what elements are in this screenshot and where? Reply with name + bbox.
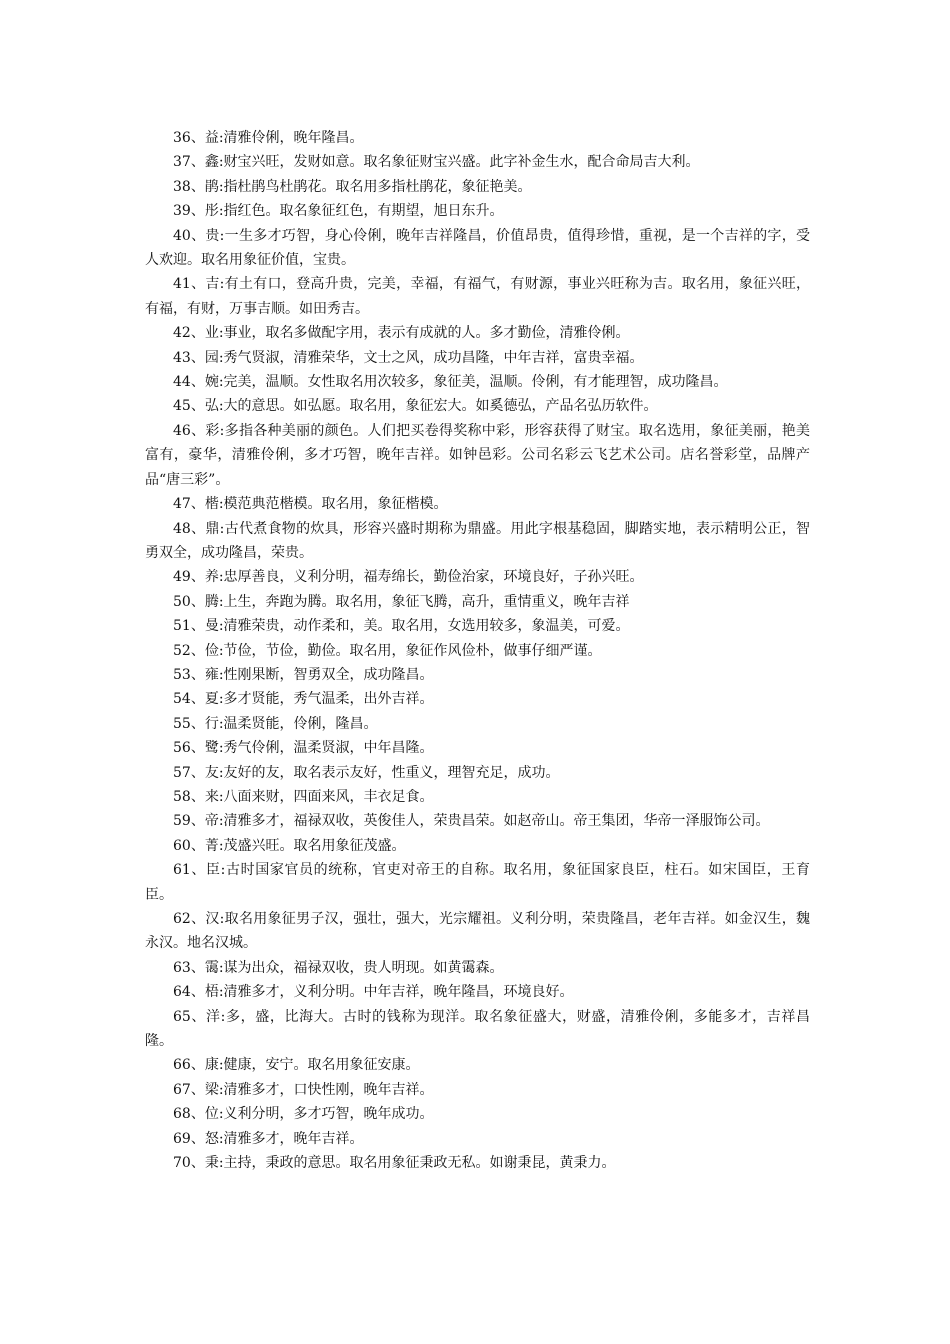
list-item: 60、菁:茂盛兴旺。取名用象征茂盛。 — [173, 837, 406, 854]
list-item: 68、位:义利分明，多才巧智，晚年成功。 — [173, 1106, 434, 1123]
list-item: 40、贵:一生多才巧智，身心伶俐，晚年吉祥隆昌，价值昂贵，值得珍惜，重视，是一个吉祥的字，受人欢迎。取名用象征价值，宝贵。 — [145, 227, 810, 269]
list-item: 42、业:事业，取名多做配字用，表示有成就的人。多才勤俭，清雅伶俐。 — [173, 325, 630, 342]
list-item: 64、梧:清雅多才，义利分明。中年吉祥，晚年隆昌，环境良好。 — [173, 984, 574, 1001]
list-item: 57、友:友好的友，取名表示友好，性重义，理智充足，成功。 — [173, 764, 560, 781]
list-item: 55、行:温柔贤能，伶俐，隆昌。 — [173, 715, 378, 732]
list-item: 52、俭:节俭，节俭，勤俭。取名用，象征作风俭朴，做事仔细严谨。 — [173, 642, 602, 659]
list-item: 39、彤:指红色。取名象征红色，有期望，旭日东升。 — [173, 203, 504, 220]
list-item: 46、彩:多指各种美丽的颜色。人们把买卷得奖称中彩，形容获得了财宝。取名选用，象征美丽，艳美富有，豪华，清雅伶俐，多才巧智，晚年吉祥。如钟邑彩。公司名彩云飞艺术公司。店名誉彩堂，品牌产品“唐三彩”。 — [145, 422, 810, 488]
list-item: 48、鼎:古代煮食物的炊具，形容兴盛时期称为鼎盛。用此字根基稳固，脚踏实地，表示精明公正，智勇双全，成功隆昌，荣贵。 — [145, 520, 810, 561]
list-item: 67、梁:清雅多才，口快性刚，晚年吉祥。 — [173, 1081, 434, 1098]
list-item: 56、鹭:秀气伶俐，温柔贤淑，中年昌隆。 — [173, 740, 434, 757]
list-item: 62、汉:取名用象征男子汉，强壮，强大，光宗耀祖。义利分明，荣贵隆昌，老年吉祥。如金汉生，魏永汉。地名汉城。 — [145, 911, 810, 952]
list-item: 65、洋:多，盛，比海大。古时的钱称为现洋。取名象征盛大，财盛，清雅伶俐，多能多才，吉祥昌隆。 — [145, 1008, 810, 1050]
list-item: 53、雍:性刚果断，智勇双全，成功隆昌。 — [173, 666, 434, 683]
list-item: 51、曼:清雅荣贵，动作柔和，美。取名用，女选用较多，象温美，可爱。 — [173, 618, 630, 635]
list-item: 50、腾:上生，奔跑为腾。取名用，象征飞腾，高升，重情重义，晚年吉祥 — [173, 593, 630, 610]
list-item: 44、婉:完美，温顺。女性取名用次较多，象征美，温顺。伶俐，有才能理智，成功隆昌。 — [173, 374, 728, 391]
list-item: 37、鑫:财宝兴旺，发财如意。取名象征财宝兴盛。此字补金生水，配合命局吉大利。 — [173, 154, 700, 171]
list-item: 58、来:八面来财，四面来风，丰衣足食。 — [173, 788, 434, 805]
list-item: 63、霭:谋为出众，福禄双收，贵人明现。如黄霭森。 — [173, 959, 504, 976]
list-item: 43、园:秀气贤淑，清雅荣华，文士之风，成功昌隆，中年吉祥，富贵幸福。 — [173, 349, 644, 366]
entry-list — [145, 126, 810, 1175]
list-item: 69、怒:清雅多才，晚年吉祥。 — [173, 1130, 364, 1147]
list-item: 70、秉:主持，秉政的意思。取名用象征秉政无私。如谢秉昆，黄秉力。 — [173, 1155, 616, 1172]
list-item: 61、臣:古时国家官员的统称，官吏对帝王的自称。取名用，象征国家良臣，柱石。如宋国臣，王育臣。 — [145, 862, 810, 903]
list-item: 45、弘:大的意思。如弘愿。取名用，象征宏大。如奚德弘，产品名弘历软件。 — [173, 398, 658, 415]
list-item: 47、楷:模范典范楷模。取名用，象征楷模。 — [173, 496, 448, 513]
list-item: 66、康:健康，安宁。取名用象征安康。 — [173, 1057, 420, 1074]
list-item: 49、养:忠厚善良，义利分明，福寿绵长，勤俭治家，环境良好，子孙兴旺。 — [173, 569, 644, 586]
list-item: 36、益:清雅伶俐，晚年隆昌。 — [173, 130, 364, 146]
list-item: 41、吉:有土有口，登高升贵，完美，幸福，有福气，有财源，事业兴旺称为吉。取名用，象征兴旺，有福，有财，万事吉顺。如田秀吉。 — [145, 276, 810, 317]
list-item: 59、帝:清雅多才，福禄双收，英俊佳人，荣贵昌荣。如赵帝山。帝王集团，华帝一泽服饰公司。 — [173, 813, 770, 830]
list-item: 38、鹃:指杜鹃鸟杜鹃花。取名用多指杜鹃花，象征艳美。 — [173, 178, 532, 195]
list-item: 54、夏:多才贤能，秀气温柔，出外吉祥。 — [173, 691, 434, 708]
